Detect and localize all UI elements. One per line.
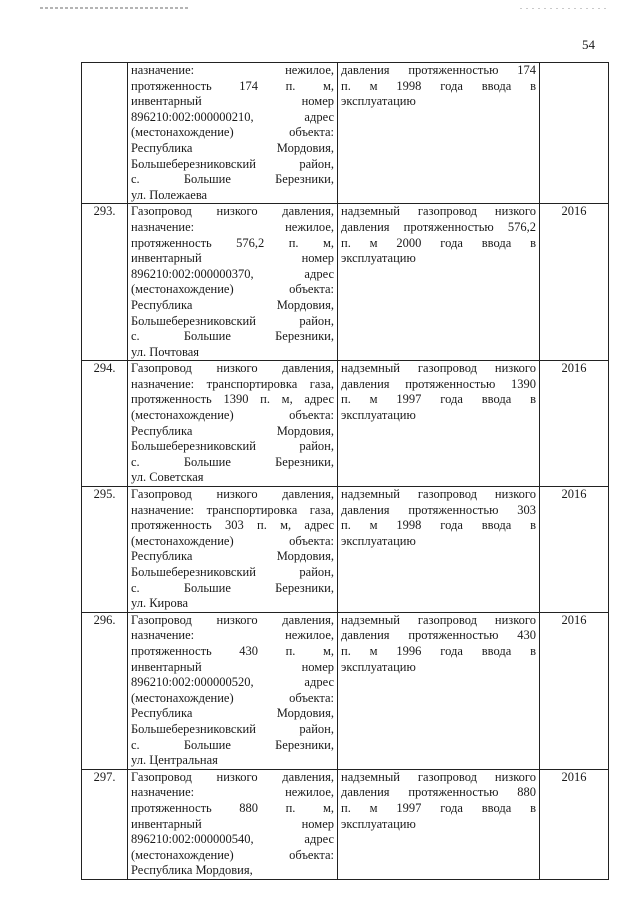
object-text-line: назначение: транспортировка газа, [131, 502, 334, 517]
description-text-line: надземный газопровод низкого [341, 204, 536, 219]
row-number-cell [82, 63, 128, 204]
object-text-line: ул. Полежаева [131, 187, 208, 202]
registry-table-body [82, 63, 609, 880]
object-text-line: протяженность 576,2 п. м, [131, 235, 334, 250]
row-number-cell: 294. [82, 361, 128, 487]
object-text-line: 896210:002:000000370, адрес [131, 266, 334, 281]
object-text-line: (местонахождение) объекта: [131, 125, 334, 140]
object-text-line: протяженность 303 п. м, адрес [131, 518, 334, 533]
object-description-cell [338, 204, 540, 361]
scan-artifact-top-right [520, 8, 610, 9]
object-text-line: Большеберезниковский район, [131, 156, 334, 171]
object-name-cell [128, 769, 338, 879]
object-text-line: инвентарный номер [131, 816, 334, 831]
object-text-line: с. Большие Березники, [131, 172, 334, 187]
object-text-line: Большеберезниковский район, [131, 565, 334, 579]
description-text-line: надземный газопровод низкого [341, 612, 536, 627]
object-text-line: Республика Мордовия, [131, 863, 253, 878]
object-text-line: Газопровод низкого давления, [131, 204, 334, 219]
object-description-cell [338, 361, 540, 487]
scan-artifact-top-left [40, 7, 190, 9]
description-text-line: надземный газопровод низкого [341, 769, 536, 784]
object-text-line: Большеберезниковский район, [131, 721, 334, 736]
object-text-line: Республика Мордовия, [131, 549, 334, 564]
description-text-line: п. м 1997 года ввода в [341, 800, 536, 815]
object-text-line: (местонахождение) объекта: [131, 690, 334, 705]
object-text-line: назначение: транспортировка газа, [131, 376, 334, 391]
object-text-line: протяженность 174 п. м, [131, 78, 334, 93]
object-description-cell [338, 769, 540, 879]
row-number-cell: 297. [82, 769, 128, 879]
description-text-line: надземный газопровод низкого [341, 487, 536, 502]
property-registry-table [81, 62, 609, 880]
object-text-line: 896210:002:000000520, адрес [131, 675, 334, 690]
object-name-cell [128, 63, 338, 204]
object-text-line: Большеберезниковский район, [131, 313, 334, 328]
description-text-line: п. м 1998 года ввода в [341, 518, 536, 533]
object-text-line: Газопровод низкого давления, [131, 769, 334, 784]
description-text-line: эксплуатацию [341, 816, 416, 831]
year-cell: 2016 [540, 204, 609, 361]
object-text-line: Республика Мордовия, [131, 297, 334, 312]
year-cell: 2016 [540, 612, 609, 769]
table-row [82, 204, 609, 361]
object-description-cell [338, 612, 540, 769]
object-name-cell [128, 612, 338, 769]
description-text-line: эксплуатацию [341, 659, 416, 674]
description-text-line: эксплуатацию [341, 94, 416, 109]
object-text-line: 896210:002:000000210, адрес [131, 109, 334, 124]
object-text-line: Газопровод низкого давления, [131, 361, 334, 376]
object-text-line: ул. Кирова [131, 596, 189, 611]
object-text-line: 896210:002:000000540, адрес [131, 832, 334, 847]
object-text-line: с. Большие Березники, [131, 454, 334, 469]
page-number: 54 [582, 37, 595, 52]
description-text-line: п. м 1998 года ввода в [341, 78, 536, 93]
description-text-line: давления протяженностью 576,2 [341, 219, 536, 234]
object-text-line: протяженность 880 п. м, [131, 800, 334, 815]
description-text-line: п. м 2000 года ввода в [341, 235, 536, 250]
description-text-line: п. м 1997 года ввода в [341, 392, 536, 407]
row-number-cell: 296. [82, 612, 128, 769]
object-text-line: ул. Почтовая [131, 344, 200, 359]
table-row [82, 361, 609, 487]
object-text-line: ул. Советская [131, 470, 204, 485]
object-text-line: инвентарный номер [131, 94, 334, 109]
description-text-line: эксплуатацию [341, 251, 416, 266]
year-cell: 2016 [540, 361, 609, 487]
object-description-cell [338, 487, 540, 613]
table-row [82, 769, 609, 879]
object-text-line: назначение: нежилое, [131, 628, 334, 643]
object-name-cell [128, 487, 338, 613]
description-text-line: давления протяженностью 880 [341, 785, 536, 800]
object-text-line: протяженность 1390 п. м, адрес [131, 392, 334, 407]
year-cell [540, 63, 609, 204]
table-row [82, 487, 609, 613]
object-name-cell [128, 204, 338, 361]
object-text-line: (местонахождение) объекта: [131, 847, 334, 862]
object-text-line: назначение: нежилое, [131, 63, 334, 77]
row-number-cell: 295. [82, 487, 128, 613]
description-text-line: эксплуатацию [341, 533, 416, 548]
object-text-line: Большеберезниковский район, [131, 439, 334, 454]
object-text-line: (местонахождение) объекта: [131, 282, 334, 297]
object-text-line: ул. Центральная [131, 753, 218, 768]
row-number-cell: 293. [82, 204, 128, 361]
year-cell: 2016 [540, 769, 609, 879]
object-text-line: (местонахождение) объекта: [131, 408, 334, 423]
object-text-line: протяженность 430 п. м, [131, 643, 334, 658]
description-text-line: давления протяженностью 1390 [341, 376, 536, 391]
object-text-line: Республика Мордовия, [131, 140, 334, 155]
description-text-line: давления протяженностью 430 [341, 628, 536, 643]
object-description-cell [338, 63, 540, 204]
description-text-line: п. м 1996 года ввода в [341, 643, 536, 658]
object-text-line: (местонахождение) объекта: [131, 533, 334, 548]
description-text-line: надземный газопровод низкого [341, 361, 536, 376]
year-cell: 2016 [540, 487, 609, 613]
description-text-line: давления протяженностью 174 [341, 63, 536, 77]
object-text-line: с. Большие Березники, [131, 580, 334, 595]
object-text-line: инвентарный номер [131, 659, 334, 674]
description-text-line: эксплуатацию [341, 408, 416, 423]
object-text-line: с. Большие Березники, [131, 737, 334, 752]
object-text-line: назначение: нежилое, [131, 785, 334, 800]
object-name-cell [128, 361, 338, 487]
object-text-line: Газопровод низкого давления, [131, 612, 334, 627]
object-text-line: инвентарный номер [131, 251, 334, 266]
table-row [82, 612, 609, 769]
object-text-line: Республика Мордовия, [131, 706, 334, 721]
table-row [82, 63, 609, 204]
object-text-line: назначение: нежилое, [131, 219, 334, 234]
description-text-line: давления протяженностью 303 [341, 502, 536, 517]
object-text-line: с. Большие Березники, [131, 329, 334, 344]
object-text-line: Республика Мордовия, [131, 423, 334, 438]
object-text-line: Газопровод низкого давления, [131, 487, 334, 502]
